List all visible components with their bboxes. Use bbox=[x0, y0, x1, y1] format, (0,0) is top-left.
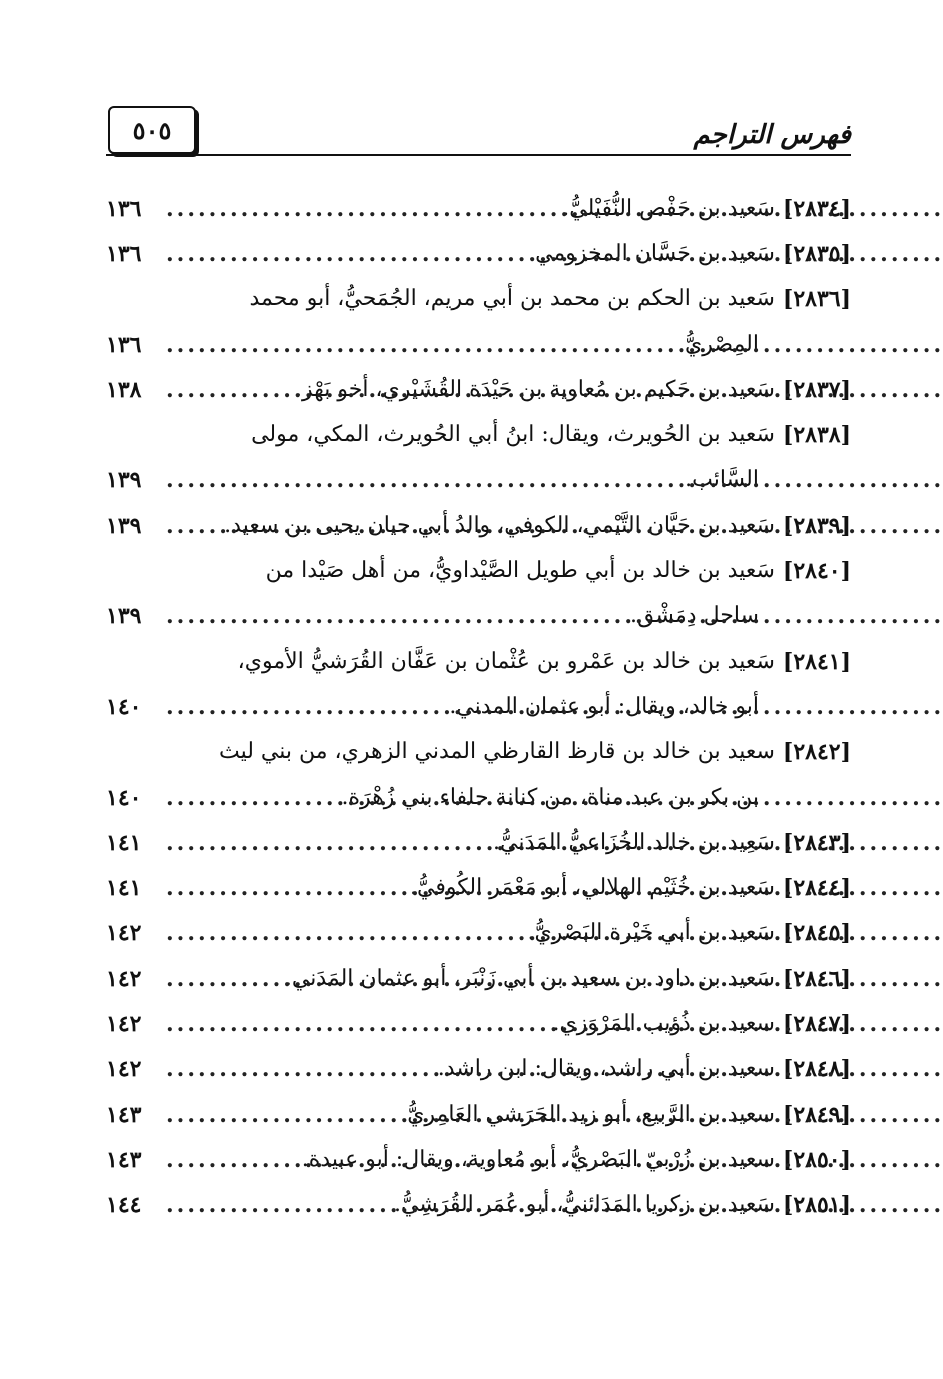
entry-page-number: ١٤١ bbox=[106, 875, 142, 902]
entry-name: السَّائب. bbox=[685, 467, 759, 493]
dot-leader bbox=[166, 1194, 384, 1216]
dot-leader bbox=[166, 469, 675, 491]
entry-name: سَعيد بن داود بن سعيد بن أبي زَنْبَر، أبو عثمان المَدَني. bbox=[284, 965, 775, 991]
dot-leader bbox=[166, 968, 275, 990]
entry-page-number: ١٣٨ bbox=[106, 376, 142, 403]
entry-name: سَعيد بن خالد بن أبي طويل الصَّيْداويُّ، من أهل صَيْدا من bbox=[265, 558, 775, 584]
entry-number: [٢٨٥٠] bbox=[782, 1146, 851, 1173]
entry-page-number: ١٣٩ bbox=[106, 467, 142, 494]
entry-number: [٢٨٤٣] bbox=[782, 829, 851, 856]
entry-name: سَعيد بن حَفْص النُّفَيْليُّ. bbox=[562, 195, 775, 221]
entry-number: [٢٨٥١] bbox=[782, 1192, 851, 1219]
index-entry-continuation bbox=[106, 594, 851, 639]
index-entry bbox=[106, 1047, 851, 1092]
entry-page-number: ١٤٣ bbox=[106, 1101, 142, 1128]
dot-leader bbox=[166, 1149, 292, 1171]
entry-name: أبو خالد، ويقال: أبو عثمان المدني. bbox=[449, 693, 759, 719]
entry-number: [٢٨٤٢] bbox=[782, 739, 851, 766]
page-number: ٥٠٥ bbox=[132, 115, 172, 145]
index-entry bbox=[106, 186, 851, 231]
entry-name: سَعيد بن الحُويرث، ويقال: ابنُ أبي الحُويرث، المكي، مولى bbox=[251, 422, 775, 448]
dot-leader bbox=[166, 1104, 390, 1126]
index-entry bbox=[106, 730, 851, 775]
index-entry bbox=[106, 1137, 851, 1182]
entry-name: سعيد بن زُرْبيّ البَصْريُّ، أبو مُعاوية، ويقال: أبو عبيدة. bbox=[301, 1146, 775, 1172]
entry-name: سَعِيد بن خالد الخُزَاعيُّ المَدَنيُّ. bbox=[492, 829, 775, 855]
index-entry-continuation bbox=[106, 684, 851, 729]
entry-number: [٢٨٤٥] bbox=[782, 920, 851, 947]
entry-name: سَعيد بن الحكم بن محمد بن أبي مريم، الجُمَحيُّ، أبو محمد bbox=[249, 286, 775, 312]
dot-leader bbox=[166, 696, 439, 718]
index-entry bbox=[106, 367, 851, 412]
entry-page-number: ١٤٠ bbox=[106, 784, 142, 811]
entry-name: المِصْريُّ. bbox=[678, 331, 759, 357]
header-title: فهرس التراجم bbox=[693, 120, 851, 150]
entry-number: [٢٨٤٨] bbox=[782, 1056, 851, 1083]
dot-leader bbox=[166, 334, 668, 356]
entry-number: [٢٨٣٧] bbox=[782, 376, 851, 403]
entry-page-number: ١٤٢ bbox=[106, 920, 142, 947]
entry-number: [٢٨٣٦] bbox=[782, 286, 851, 313]
entry-name: ساحل دِمَشْق. bbox=[630, 603, 759, 629]
dot-leader bbox=[166, 877, 400, 899]
entry-page-number: ١٣٦ bbox=[106, 331, 142, 358]
index-entry bbox=[106, 865, 851, 910]
dot-leader bbox=[166, 605, 620, 627]
entry-page-number: ١٣٦ bbox=[106, 240, 142, 267]
entry-page-number: ١٤٢ bbox=[106, 965, 142, 992]
dot-leader bbox=[166, 1058, 428, 1080]
dot-leader bbox=[166, 243, 518, 265]
entry-number: [٢٨٣٩] bbox=[782, 512, 851, 539]
entry-number: [٢٨٤٤] bbox=[782, 875, 851, 902]
entry-name: سعيد بن خالد بن قارظ القارظي المدني الزهري، من بني ليث bbox=[218, 739, 775, 765]
entry-name: سَعيد بن أبي خَيْرة البَصْريُّ. bbox=[527, 920, 775, 946]
index-entry-continuation bbox=[106, 775, 851, 820]
entry-page-number: ١٣٩ bbox=[106, 603, 142, 630]
page-header bbox=[106, 100, 851, 156]
entry-page-number: ١٤٠ bbox=[106, 693, 142, 720]
entry-number: [٢٨٣٥] bbox=[782, 240, 851, 267]
entry-name: سعيد بن ذُؤيب المَرْوَزي. bbox=[552, 1010, 775, 1036]
entry-name: سَعيد بن خُثَيْم الهلالي، أبو مَعْمَر الكُوفيُّ. bbox=[410, 875, 775, 901]
index-entry bbox=[106, 1092, 851, 1137]
index-entry bbox=[106, 820, 851, 865]
entry-number: [٢٨٤٠] bbox=[782, 558, 851, 585]
entry-name: سَعيد بن حَكيم بن مُعاوية بن حَيْدَة القُشَيْري، أخو بَهْز. bbox=[294, 376, 775, 402]
index-entry bbox=[106, 639, 851, 684]
index-entry bbox=[106, 277, 851, 322]
entry-page-number: ١٤٤ bbox=[106, 1192, 142, 1219]
entry-number: [٢٨٤٩] bbox=[782, 1101, 851, 1128]
index-entry bbox=[106, 1001, 851, 1046]
page-number-box bbox=[108, 106, 196, 154]
entry-name: سعيد بن الرَّبيع، أبو زيد الحَرَشي العَامِريُّ. bbox=[400, 1101, 775, 1127]
entry-page-number: ١٤١ bbox=[106, 829, 142, 856]
index-entry bbox=[106, 503, 851, 548]
entry-name: سعيد بن أبي راشد، ويقال: ابن راشد. bbox=[437, 1056, 775, 1082]
dot-leader bbox=[166, 922, 517, 944]
index-entry bbox=[106, 956, 851, 1001]
dot-leader bbox=[166, 787, 332, 809]
dot-leader bbox=[166, 1013, 543, 1035]
index-entry-continuation bbox=[106, 458, 851, 503]
entry-name: سَعيد بن حَيَّان التَّيْمي، الكوفي، والدُ أبي حيان يحيى بن سعيد. bbox=[224, 512, 775, 538]
entry-page-number: ١٣٩ bbox=[106, 512, 142, 539]
entry-name: سَعيد بن حَسَّان المخزومي. bbox=[528, 240, 775, 266]
entry-page-number: ١٣٦ bbox=[106, 195, 142, 222]
entry-name: سَعيد بن زكريا المَدَائنيُّ، أبو عُمَر القُرَشِيُّ. bbox=[393, 1192, 775, 1218]
entry-name: سَعيد بن خالد بن عَمْرو بن عُثْمان بن عَفَّان القُرَشيُّ الأموي، bbox=[237, 648, 775, 674]
dot-leader bbox=[166, 832, 483, 854]
dot-leader bbox=[166, 515, 214, 537]
biography-index bbox=[106, 186, 851, 1228]
header-rule bbox=[106, 154, 851, 156]
index-entry bbox=[106, 911, 851, 956]
entry-number: [٢٨٤١] bbox=[782, 648, 851, 675]
entry-name: بن بكر بن عبد مناة، من كنانة حلفاء بني زُهْرَة. bbox=[341, 784, 759, 810]
index-entry bbox=[106, 231, 851, 276]
entry-number: [٢٨٣٤] bbox=[782, 195, 851, 222]
entry-number: [٢٨٣٨] bbox=[782, 422, 851, 449]
dot-leader bbox=[166, 379, 285, 401]
entry-number: [٢٨٤٦] bbox=[782, 965, 851, 992]
entry-page-number: ١٤٣ bbox=[106, 1146, 142, 1173]
entry-page-number: ١٤٢ bbox=[106, 1056, 142, 1083]
index-entry bbox=[106, 1183, 851, 1228]
entry-number: [٢٨٤٧] bbox=[782, 1010, 851, 1037]
index-entry-continuation bbox=[106, 322, 851, 367]
index-entry bbox=[106, 548, 851, 593]
index-entry bbox=[106, 412, 851, 457]
entry-page-number: ١٤٢ bbox=[106, 1010, 142, 1037]
dot-leader bbox=[166, 198, 552, 220]
